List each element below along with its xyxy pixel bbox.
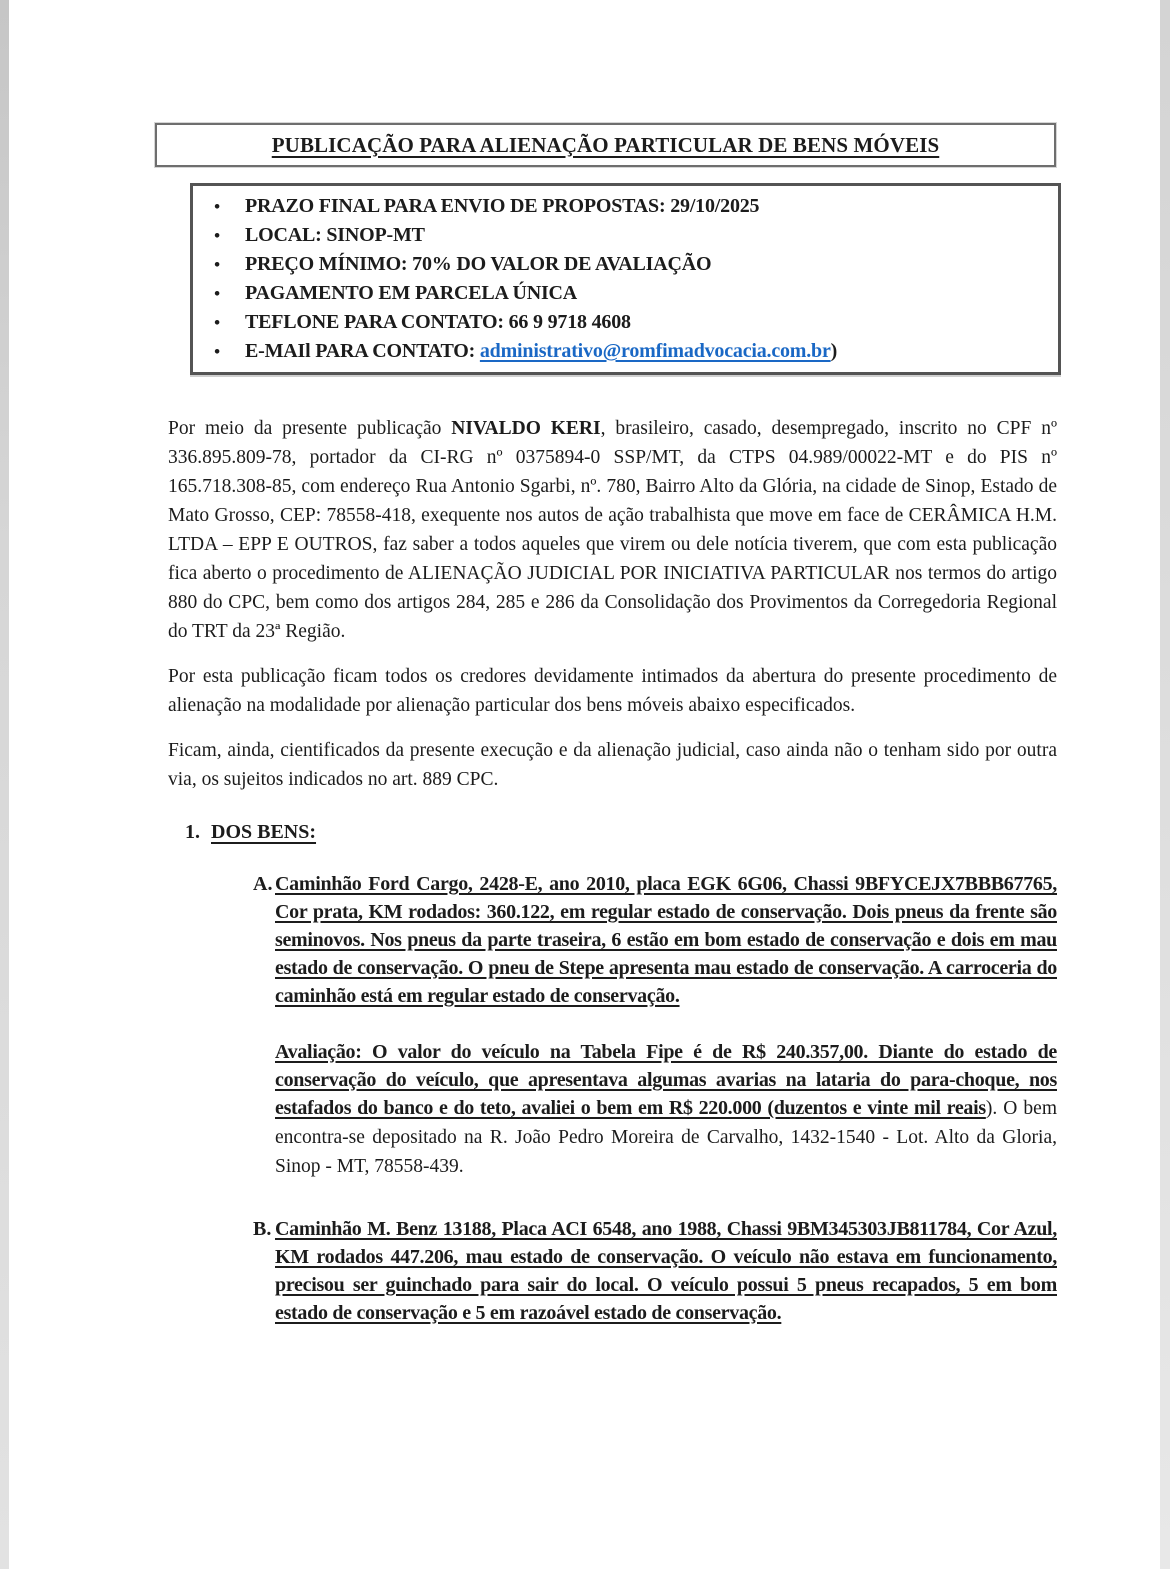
item-label: A. (253, 873, 273, 895)
item-label: B. (253, 1218, 272, 1240)
section-title: DOS BENS: (211, 821, 317, 843)
section-number: 1. (185, 821, 200, 843)
item-a (253, 870, 1057, 1010)
section-heading (185, 818, 1057, 846)
creditor-name: NIVALDO KERI (451, 418, 601, 439)
paragraph-creditors-notice: Por esta publicação ficam todos os credores devidamente intimados da abertura do presente procedimento de alienação na modalidade por alienação particular dos bens móveis abaixo especificados. (168, 666, 1057, 716)
list-item-text: LOCAL: SINOP-MT (245, 224, 425, 246)
item-text (275, 1215, 1057, 1327)
list-item-text: TEFLONE PARA CONTATO: 66 9 9718 4608 (245, 311, 631, 333)
document-body (168, 414, 1057, 1327)
item-b (253, 1215, 1057, 1327)
list-item-text: PAGAMENTO EM PARCELA ÚNICA (245, 282, 578, 304)
info-box (190, 183, 1061, 375)
info-list (193, 192, 1044, 366)
valuation-rest: ). O bem encontra-se depositado na R. João Pedro Moreira de Carvalho, 1432-1540 - Lot. Alto da Gloria, Sinop - MT, 78558-439. (275, 1098, 1057, 1177)
page-edge-left (0, 0, 9, 1569)
paragraph-art889: Ficam, ainda, cientificados da presente execução e da alienação judicial, caso ainda não o tenham sido por outra via, os sujeitos indicados no art. 889 CPC. (168, 740, 1057, 790)
list-item-payment (209, 279, 1044, 308)
item-a-description: Caminhão Ford Cargo, 2428-E, ano 2010, placa EGK 6G06, Chassi 9BFYCEJX7BBB67765, Cor prata, KM rodados: 360.122, em regular estado de conservação. Dois pneus da frente são seminovos. Nos pneus da parte traseira, 6 estão em bom estado de conservação e dois em mau estado de conservação. O pneu de Stepe apresenta mau estado de conservação. A carroceria do caminhão está em regular estado de conservação. (275, 873, 1057, 1007)
page-title: PUBLICAÇÃO PARA ALIENAÇÃO PARTICULAR DE BENS MÓVEIS (271, 132, 940, 157)
item-b-description: Caminhão M. Benz 13188, Placa ACI 6548, ano 1988, Chassi 9BM345303JB811784, Cor Azul, KM rodados 447.206, mau estado de conservação. O veículo não estava em funcionamento, precisou ser guinchado para sair do local. O veículo possui 5 pneus recapados, 5 em bom estado de conservação e 5 em razoável estado de conservação. (275, 1218, 1057, 1324)
list-item-suffix: ) (830, 340, 838, 362)
list-item-min-price (209, 250, 1044, 279)
list-item-text: PRAZO FINAL PARA ENVIO DE PROPOSTAS: 29/10/2025 (245, 195, 760, 217)
valuation-paragraph (275, 1038, 1057, 1181)
valuation-underlined: Avaliação: O valor do veículo na Tabela Fipe é de R$ 240.357,00. Diante do estado de conservação do veículo, que apresentava algumas avarias na lataria do para-choque, nos estafados do banco e do teto, avaliei o bem em R$ 220.000 (duzentos e vinte mil reais (275, 1041, 1057, 1119)
email-link[interactable]: administrativo@romfimadvocacia.com.br (479, 340, 831, 362)
intro-rest: , brasileiro, casado, desempregado, inscrito no CPF nº 336.895.809-78, portador da CI-RG nº 0375894-0 SSP/MT, da CTPS 04.989/00022-MT e do PIS nº 165.718.308-85, com endereço Rua Antonio Sgarbi, nº. 780, Bairro Alto da Glória, na cidade de Sinop, Estado de Mato Grosso, CEP: 78558-418, exequente nos autos de ação trabalhista que move em face de CERÂMICA H.M. LTDA – EPP E OUTROS, faz saber a todos aqueles que virem ou dele notícia tiverem, que com esta publicação fica aberto o procedimento de ALIENAÇÃO JUDICIAL POR INICIATIVA PARTICULAR nos termos do artigo 880 do CPC, bem como dos artigos 284, 285 e 286 da Consolidação dos Provimentos da Corregedoria Regional do TRT da 23ª Região. (168, 418, 1058, 642)
list-item-phone (209, 308, 1044, 337)
title-box (155, 123, 1056, 167)
list-item-text: E-MAIl PARA CONTATO: (245, 340, 480, 362)
list-item-text: PREÇO MÍNIMO: 70% DO VALOR DE AVALIAÇÃO (245, 253, 712, 275)
list-item-location (209, 221, 1044, 250)
list-item-email (209, 337, 1044, 366)
item-text (275, 870, 1057, 1010)
page-edge-right (1160, 0, 1170, 1569)
list-item-deadline (209, 192, 1044, 221)
paragraph-intro (168, 414, 1057, 646)
intro-lead: Por meio da presente publicação (168, 418, 452, 439)
